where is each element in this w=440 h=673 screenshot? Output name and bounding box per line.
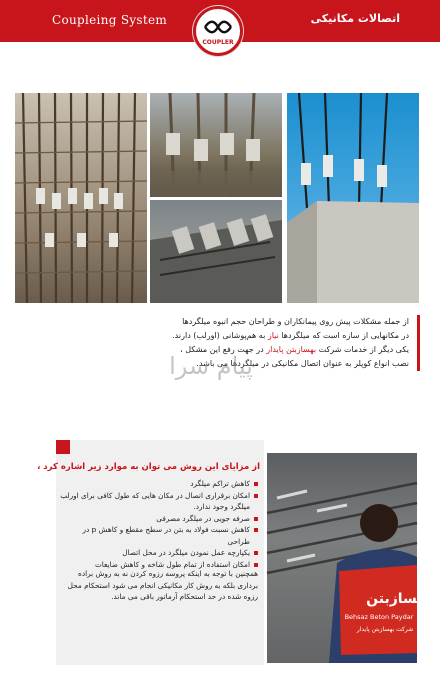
advantage-item: یکپارچه عمل نمودن میلگرد در محل اتصال	[60, 547, 258, 559]
advantage-item: امکان برقراری اتصال در مکان هایی که طول کافی برای اورلب میلگرد وجود ندارد.	[60, 490, 258, 513]
advantage-item: صرفه جویی در میلگرد مصرفی	[60, 513, 258, 525]
description-highlight-need: نیاز	[267, 331, 279, 340]
company-name-highlight: بهسازبتن پایدار	[266, 345, 317, 354]
description-line-1: از جمله مشکلات پیش روی پیمانکاران و طراحان حجم انبوه میلگردها	[182, 317, 409, 326]
description-line-3-text: یکی دیگر از خدمات شرکت	[316, 345, 409, 354]
rebar-couplers-closeup-photo	[150, 93, 282, 197]
description-line-4: نصب انواع کوپلر به عنوان اتصال مکانیکی در میلگردها می باشد.	[196, 359, 409, 368]
description-line-3-rest: در جهت رفع این مشکل ،	[180, 345, 267, 354]
vest-brand-en-text: Behsaz Beton Paydar	[344, 613, 414, 621]
logo-text: COUPLER	[202, 39, 234, 46]
advantages-title: از مزایای این روش می توان به موارد زیر اشاره کرد ،	[37, 462, 260, 472]
coupler-logo	[193, 6, 243, 56]
advantages-box	[37, 440, 264, 665]
header-title-en: Coupleing System	[52, 13, 168, 27]
rebars-from-concrete-column-photo	[287, 93, 419, 303]
red-corner-accent	[56, 440, 70, 454]
worker-installing-couplers-photo	[267, 453, 432, 663]
advantage-item: کاهش نسبت فولاد به بتن در سطح مقطع و کاهش p در طراحی	[60, 524, 258, 547]
description-line-2-text: در مکانهایی از سازه است که میلگردها	[278, 331, 409, 340]
header-title-fa: اتصالات مکانیکی	[310, 12, 400, 25]
advantage-item: کاهش تراکم میلگرد	[60, 478, 258, 490]
advantages-list	[60, 478, 258, 570]
rebar-cage-with-couplers-photo	[15, 93, 147, 303]
vest-brand-sub-text: شرکت بهسازبتن پایدار	[356, 626, 414, 633]
knot-icon	[204, 20, 232, 34]
description-line-2-rest: به هم‌پوشانی (اورلب) دارند.	[172, 331, 268, 340]
advantage-item: امکان استفاده از تمام طول شاخه و کاهش ضایعات	[60, 559, 258, 571]
advantages-note: همچنین با توجه به اینکه پروسه رزوه کردن نه به روش براده برداری بلکه به روش کار مکانیکی انجام می شود استحکام محل رزوه شده در حد استحکام آرماتور باقی می ماند.	[67, 569, 258, 601]
vest-brand-text: بهسازبتن	[366, 591, 432, 607]
coupler-sleeves-on-slab-photo	[150, 200, 282, 303]
watermark: پیام سرا	[169, 352, 253, 380]
description-line-2	[38, 329, 409, 343]
